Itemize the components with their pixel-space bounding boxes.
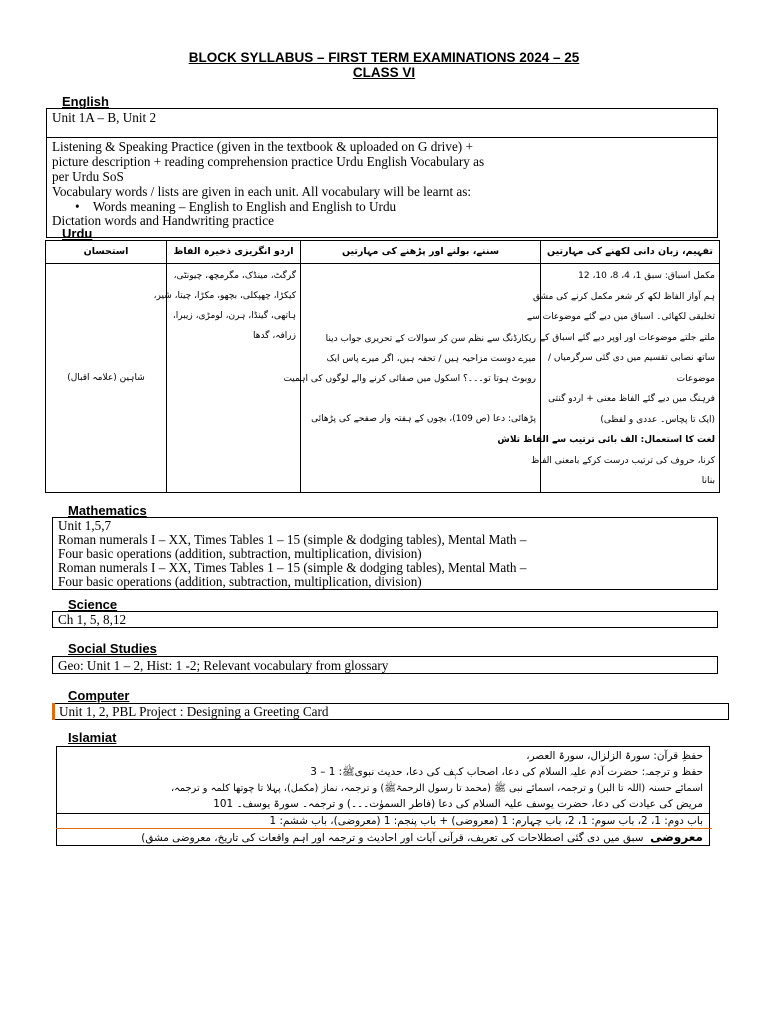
urdu-vocab-line: کیکڑا، چھپکلی، بچھو، مکڑا، چیتا، شیر، [153, 291, 296, 301]
urdu-comp-line: موضوعات [676, 373, 715, 384]
urdu-comp-line: ہم آواز الفاظ لکھ کر شعر مکمل کرنے کی مشق [532, 291, 715, 302]
urdu-skills-line: میرے دوست مزاحیہ ہیں / تحفہ ہیں، اگر میرے پاس ایک [326, 353, 536, 364]
computer-section [52, 703, 729, 720]
science-content: Ch 1, 5, 8,12 [58, 612, 127, 627]
urdu-table [45, 240, 720, 493]
urdu-comp-line: ملتے جلتے موضوعات اور اوپر دیے گئے اسباق کے [539, 332, 715, 343]
urdu-cell-skills [283, 264, 541, 493]
english-section [46, 108, 718, 238]
islamiat-chapters: باب دوم: 1، 2، باب سوم: 1، 2، باب چہارم: 1 (معروضی) + باب پنجم: 1 (معروضی)، باب ششم: 1 [269, 815, 703, 827]
urdu-cell-istihsan [46, 264, 167, 493]
islamiat-line-1: حفظِ قرآن: سورۃ الزلزال، سورۃ العصر، [526, 750, 703, 762]
urdu-header-comprehension: تفہیم، زبان دانی لکھنے کی مہارتیں [541, 241, 720, 264]
urdu-vocab-line: گرگٹ، مینڈک، مگرمچھ، چیونٹی، [173, 271, 296, 281]
computer-content: Unit 1, 2, PBL Project : Designing a Greeting Card [59, 704, 329, 719]
islamiat-line-2: حفظ و ترجمہ: حضرت آدم علیہ السلام کی دعا، اصحاب کہف کی دعا، حدیث نبویﷺ: 1 – 3 [310, 766, 703, 778]
islamiat-objective-row [55, 830, 709, 846]
english-line-2: picture description + reading comprehension practice Urdu English Vocabulary as [52, 154, 485, 169]
document-title: BLOCK SYLLABUS – FIRST TERM EXAMINATIONS 2024 – 25 [188, 50, 580, 65]
islamiat-objective-text: سبق میں دی گئی اصطلاحات کی تعریف، قرآنی آیات اور احادیث و ترجمہ اور اہم واقعات کی تاریخ، معروضی مشق) [141, 832, 644, 844]
urdu-comp-line: ساتھ نصابی تقسیم میں دی گئی سرگرمیاں / [548, 353, 715, 363]
urdu-skills-line: روبوٹ ہوتا تو۔۔۔؟ اسکول میں صفائی کرنے والے لوگوں کی اہمیت [283, 373, 536, 384]
urdu-comp-line: (ایک تا پچاس۔ عددی و لفظی) [600, 414, 715, 425]
english-line-3: per Urdu SoS [52, 169, 124, 184]
math-line-2: Roman numerals I – XX, Times Tables 1 – 15 (simple & dodging tables), Mental Math – [58, 532, 527, 547]
islamiat-line-3: اسمائے حسنہ (اللہ تا البر) و ترجمہ، اسمائے نبی ﷺ (محمد تا رسول الرحمۃﷺ) و ترجمہ، نماز (مکمل)، پہلا تا چوتھا کلمہ و ترجمہ، [170, 783, 703, 794]
islamiat-objective-label: معروضی [650, 830, 703, 844]
urdu-header-istihsan: استحسان [46, 241, 167, 264]
science-heading: Science [68, 597, 118, 612]
urdu-skills-line: پڑھائی: دعا (ص 109)، بچوں کے ہفتہ وار صفحے کی پڑھائی [311, 413, 536, 424]
urdu-comp-line: بنانا [701, 476, 715, 486]
science-section [52, 611, 718, 628]
computer-accent-bar [52, 703, 55, 720]
urdu-comp-line: تخلیقی لکھائی۔ اسباق میں دیے گئے موضوعات سے [526, 312, 715, 322]
urdu-istihsan-text: شاہین (علامہ اقبال) [67, 373, 145, 383]
math-line-3: Four basic operations (addition, subtraction, multiplication, division) [58, 546, 422, 561]
urdu-header-skills: سننے، بولنے اور پڑھنے کی مہارتیں [301, 241, 541, 264]
islamiat-heading: Islamiat [68, 730, 117, 745]
english-heading: English [62, 94, 109, 109]
english-divider [47, 137, 717, 138]
urdu-vocab-line: ہاتھی، گینڈا، ہرن، لومڑی، زیبرا، [172, 311, 296, 321]
english-unit: Unit 1A – B, Unit 2 [52, 110, 157, 125]
document-subtitle: CLASS VI [352, 65, 416, 80]
urdu-vocab-line: زرافہ، گدھا [252, 331, 296, 341]
urdu-cell-vocab [153, 264, 301, 493]
urdu-comp-line: مکمل اسباق: سبق 1، 4، 8، 10، 12 [578, 271, 715, 281]
mathematics-section [52, 517, 718, 590]
social-studies-content: Geo: Unit 1 – 2, Hist: 1 -2; Relevant vocabulary from glossary [58, 658, 389, 673]
english-line-4: Vocabulary words / lists are given in each unit. All vocabulary will be learnt as: [52, 184, 472, 199]
urdu-header-vocab: اردو انگریزی ذخیرہ الفاظ [167, 241, 301, 264]
urdu-comp-line: کرنا، حروف کی ترتیب درست کرکے بامعنی الفاظ [531, 455, 715, 466]
social-studies-section [52, 656, 718, 674]
english-line-1: Listening & Speaking Practice (given in the textbook & uploaded on G drive) + [52, 139, 473, 154]
urdu-comp-line: لغت کا استعمال: الف بائی ترتیب سے الفاظ تلاش [497, 435, 715, 445]
urdu-cell-comprehension [497, 264, 720, 493]
bullet-icon: • [75, 199, 93, 214]
computer-heading: Computer [68, 688, 130, 703]
english-line-5: Dictation words and Handwriting practice [52, 213, 274, 228]
urdu-skills-spacer [305, 389, 536, 409]
islamiat-objective-divider [56, 828, 712, 829]
math-line-5: Four basic operations (addition, subtraction, multiplication, division) [58, 574, 422, 589]
math-line-1: Unit 1,5,7 [58, 518, 112, 533]
urdu-skills-line: ریکارڈنگ سے نظم سن کر سوالات کے تحریری جواب دینا [325, 333, 536, 344]
urdu-heading: Urdu [62, 226, 93, 241]
english-bullet-text: Words meaning – English to English and English to Urdu [92, 199, 397, 214]
urdu-comp-line: فرہنگ میں دیے گئے الفاظ معنی + اردو گنتی [548, 394, 715, 404]
social-studies-heading: Social Studies [68, 641, 157, 656]
english-bullet-item [75, 199, 396, 214]
islamiat-line-4: مریض کی عیادت کی دعا، حضرت یوسف علیہ السلام کی دعا (فاطر السموٰت۔۔۔) و ترجمہ۔ سورۃ یوسف۔ 101 [213, 798, 703, 810]
urdu-content-row [46, 264, 720, 493]
islamiat-section [56, 746, 710, 846]
urdu-header-row [46, 241, 720, 264]
math-line-4: Roman numerals I – XX, Times Tables 1 – 15 (simple & dodging tables), Mental Math – [58, 560, 527, 575]
mathematics-heading: Mathematics [68, 503, 147, 518]
